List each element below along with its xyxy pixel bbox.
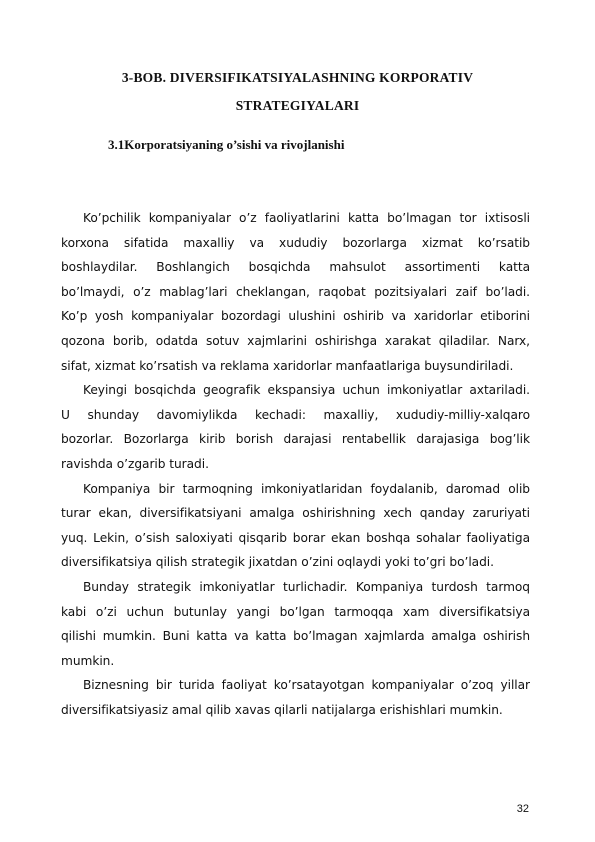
paragraph-line: mumkin. (61, 653, 115, 668)
section-title: 3.1Korporatsiyaning o’sishi va rivojlanishi (108, 137, 345, 152)
paragraph-line: Ko’p yosh kompaniyalar bozordagi ulushini oshirib va xaridorlar etiborini (61, 309, 530, 324)
paragraph-line: yuq. Lekin, o’sish saloxiyati qisqarib borar ekan boshqa sohalar faoliyatiga (61, 530, 530, 545)
paragraph-line: ravishda o’zgarib turadi. (61, 456, 209, 471)
paragraph-line: bo’lmaydi, o’z mablag’lari cheklangan, raqobat pozitsiyalari zaif bo’ladi. (61, 284, 530, 299)
chapter-title-line-2: STRATEGIYALARI (235, 98, 360, 113)
paragraph-line: Kompaniya bir tarmoqning imkoniyatlaridan foydalanib, daromad olib (83, 481, 530, 496)
paragraph-line: turar ekan, diversifikatsiyani amalga oshirishning xech qanday zaruriyati (61, 506, 530, 521)
chapter-title (60, 64, 535, 120)
paragraph-line: bozorlar. Bozorlarga kirib borish darajasi rentabellik darajasiga bog’lik (61, 432, 530, 447)
paragraph-line: sifat, xizmat ko’rsatish va reklama xaridorlar manfaatlariga buysundiriladi. (61, 358, 514, 373)
paragraph (61, 477, 530, 575)
paragraph-line: Bunday strategik imkoniyatlar turlichadir. Kompaniya turdosh tarmoq (83, 579, 530, 594)
paragraph (61, 206, 530, 378)
paragraph-line: Keyingi bosqichda geografik ekspansiya uchun imkoniyatlar axtariladi. (83, 383, 530, 398)
paragraph (61, 673, 530, 722)
paragraph-line: diversifikatsiya qilish strategik jixatdan o’zini oqlaydi yoki to’gri bo’ladi. (61, 555, 494, 570)
paragraph-line: Biznesning bir turida faoliyat ko’rsatayotgan kompaniyalar o’zoq yillar (83, 678, 530, 693)
paragraph-line: korxona sifatida maxalliy va xududiy bozorlarga xizmat ko’rsatib (61, 235, 530, 250)
paragraph-line: U shunday davomiylikda kechadi: maxalliy, xududiy-milliy-xalqaro (61, 407, 530, 422)
paragraph (61, 575, 530, 673)
paragraph-line: qilishi mumkin. Buni katta va katta bo’lmagan xajmlarda amalga oshirish (61, 629, 530, 644)
page-number: 32 (516, 803, 529, 815)
paragraph-line: diversifikatsiyasiz amal qilib xavas qilarli natijalarga erishishlari mumkin. (61, 702, 503, 717)
chapter-title-line-1: 3-BOB. DIVERSIFIKATSIYALASHNING KORPORATIV (121, 70, 474, 85)
paragraph-line: kabi o’zi uchun butunlay yangi bo’lgan tarmoqqa xam diversifikatsiya (61, 604, 530, 619)
paragraph-line: Ko’pchilik kompaniyalar o’z faoliyatlarini katta bo’lmagan tor ixtisosli (83, 211, 530, 225)
paragraph-line: boshlaydilar. Boshlangich bosqichda mahsulot assortimenti katta (61, 260, 530, 275)
document-body (61, 206, 530, 722)
paragraph (61, 378, 530, 476)
paragraph-line: qozona borib, odatda sotuv xajmlarini oshirishga xarakat qiladilar. Narx, (61, 333, 530, 348)
